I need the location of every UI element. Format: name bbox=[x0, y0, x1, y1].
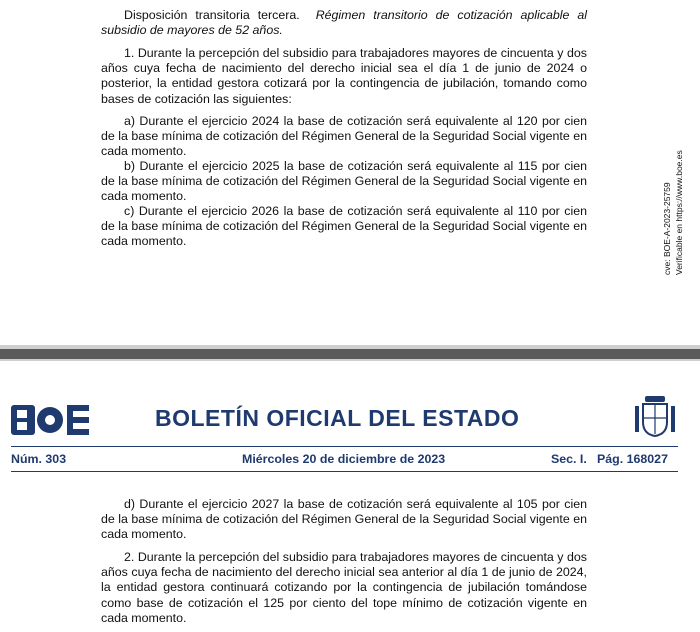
header-rule bbox=[11, 446, 678, 447]
page-separator bbox=[0, 345, 700, 361]
provision-label: Disposición transitoria tercera. bbox=[124, 8, 300, 22]
cve-verification-margin bbox=[658, 150, 688, 275]
issue-number: Núm. 303 bbox=[11, 452, 67, 466]
paragraph-2: 2. Durante la percepción del subsidio para trabajadores mayores de cincuenta y dos años cuya fecha de nacimiento del derecho inicial sea anterior al día 1 de junio de 2024, la entidad gestora continuará cotizando por la contingencia de jubilación tomándose como base de cotización el 125 por ciento del tope mínimo de cotización vigente en cada momento. bbox=[101, 550, 587, 625]
cve-code: cve: BOE-A-2023-25759 bbox=[662, 182, 672, 275]
section-label: Sec. I. bbox=[551, 452, 587, 466]
list-item-c: c) Durante el ejercicio 2026 la base de cotización será equivalente al 110 por cien de la base mínima de cotización del Régimen General de la Seguridad Social vigente en cada momento. bbox=[101, 204, 587, 249]
page-number: Pág. 168027 bbox=[597, 452, 668, 466]
list-item-a: a) Durante el ejercicio 2024 la base de cotización será equivalente al 120 por cien de la base mínima de cotización del Régimen General de la Seguridad Social vigente en cada momento. bbox=[101, 114, 587, 159]
masthead-title: BOLETÍN OFICIAL DEL ESTADO bbox=[155, 405, 520, 431]
issue-date: Miércoles 20 de diciembre de 2023 bbox=[242, 452, 446, 466]
header-rule-bottom bbox=[11, 471, 678, 472]
paragraph-1: 1. Durante la percepción del subsidio para trabajadores mayores de cincuenta y dos años cuya fecha de nacimiento del derecho inicial sea el día 1 de junio de 2024 o posterior, la entidad gestora cotizará por la contingencia de jubilación, tomando como bases de cotización las siguientes: bbox=[101, 46, 587, 106]
verify-url[interactable]: Verificable en https://www.boe.es bbox=[674, 150, 684, 275]
coat-of-arms-icon bbox=[632, 394, 678, 440]
list-item-d: d) Durante el ejercicio 2027 la base de cotización será equivalente al 105 por cien de la base mínima de cotización del Régimen General de la Seguridad Social vigente en cada momento. bbox=[101, 497, 587, 542]
list-item-b: b) Durante el ejercicio 2025 la base de cotización será equivalente al 115 por cien de la base mínima de cotización del Régimen General de la Seguridad Social vigente en cada momento. bbox=[101, 159, 587, 204]
provision-title: Régimen transitorio de cotización aplicable al subsidio de mayores de 52 años. bbox=[101, 8, 588, 38]
transitional-provision-heading bbox=[101, 8, 587, 38]
boe-logo-icon bbox=[11, 405, 89, 435]
